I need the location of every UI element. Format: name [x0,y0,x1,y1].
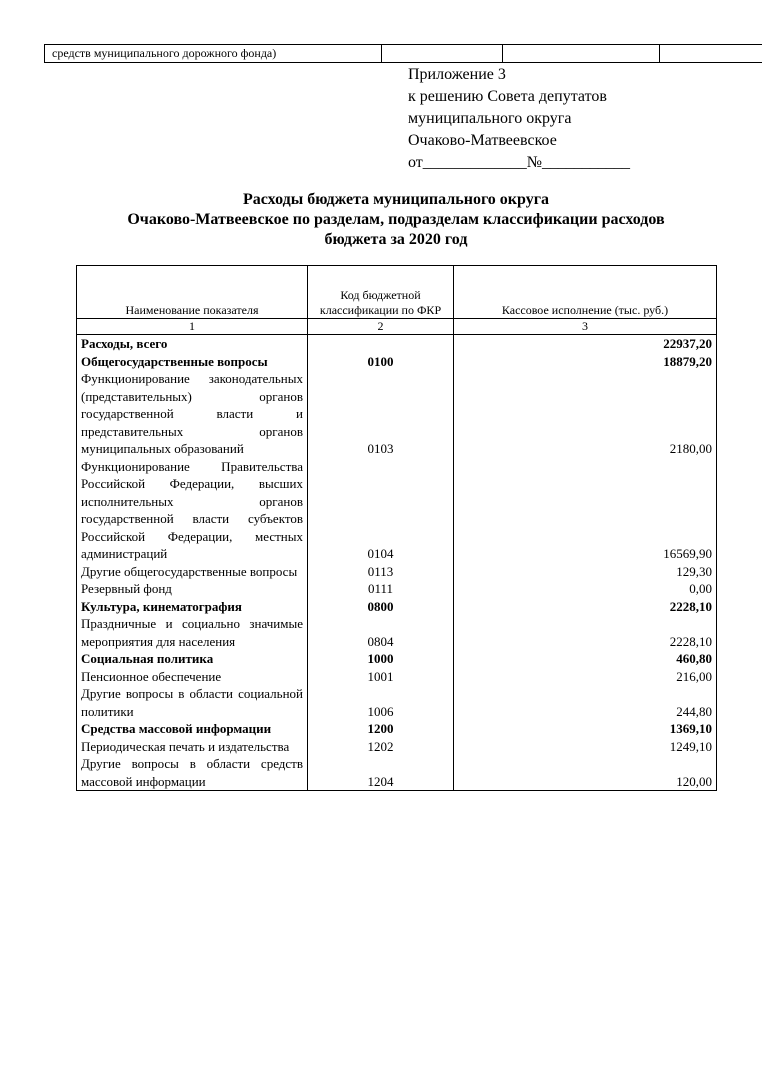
row-value: 16569,90 [454,458,717,563]
fragment-cell-divider [44,45,45,62]
row-value: 120,00 [454,755,717,791]
row-value: 460,80 [454,650,717,668]
header-number: 3 [454,319,717,335]
document-title [76,190,716,250]
appendix-line: Приложение 3 [408,66,506,83]
row-name: Праздничные и социально значимые мероприятия для населения [77,615,308,650]
row-code: 0111 [308,580,454,598]
table-row [77,598,717,616]
appendix-line: муниципального округа [408,110,572,127]
row-value: 216,00 [454,668,717,686]
table-number-row [77,319,717,335]
title-line: Очаково-Матвеевское по разделам, подразделам классификации расходов [127,211,665,228]
row-name: Общегосударственные вопросы [77,353,308,371]
table-row [77,755,717,791]
appendix-line: Очаково-Матвеевское [408,132,557,149]
appendix-block [408,64,630,174]
title-line: Расходы бюджета муниципального округа [243,191,549,208]
row-value: 1249,10 [454,738,717,756]
row-name: Резервный фонд [77,580,308,598]
row-value: 1369,10 [454,720,717,738]
table-row [77,563,717,581]
table-row [77,685,717,720]
table-header-row [77,266,717,319]
row-code: 1006 [308,685,454,720]
table-row [77,615,717,650]
header-name: Наименование показателя [77,266,308,319]
fragment-cell-divider [502,45,503,62]
row-name: Пенсионное обеспечение [77,668,308,686]
row-value: 2228,10 [454,598,717,616]
row-value: 2228,10 [454,615,717,650]
table-row [77,370,717,458]
previous-table-fragment [44,44,762,63]
fragment-text: средств муниципального дорожного фонда) [52,46,277,60]
table-row [77,353,717,371]
header-code: Код бюджетной классификации по ФКР [308,266,454,319]
row-code: 0113 [308,563,454,581]
fragment-cell-divider [381,45,382,62]
appendix-line: от_____________№___________ [408,154,631,171]
row-name: Социальная политика [77,650,308,668]
table-body [77,335,717,791]
header-value: Кассовое исполнение (тыс. руб.) [454,266,717,319]
table-row [77,720,717,738]
row-code: 0103 [308,370,454,458]
row-code: 1202 [308,738,454,756]
row-value: 129,30 [454,563,717,581]
header-number: 2 [308,319,454,335]
row-name: Расходы, всего [77,335,308,353]
row-code: 0804 [308,615,454,650]
row-value: 0,00 [454,580,717,598]
expenses-table [76,265,717,791]
table-row [77,650,717,668]
row-name: Другие вопросы в области средств массовой информации [77,755,308,791]
header-number: 1 [77,319,308,335]
row-code: 1000 [308,650,454,668]
row-code: 1001 [308,668,454,686]
table-row [77,580,717,598]
row-name: Функционирование Правительства Российской Федерации, высших исполнительных органов государственной власти субъектов Российской Федерации, местных администраций [77,458,308,563]
row-name: Средства массовой информации [77,720,308,738]
row-name: Другие вопросы в области социальной политики [77,685,308,720]
table-row [77,668,717,686]
row-code: 0800 [308,598,454,616]
row-name: Периодическая печать и издательства [77,738,308,756]
row-name: Другие общегосударственные вопросы [77,563,308,581]
row-name: Функционирование законодательных (представительных) органов государственной власти и представительных органов муниципальных образований [77,370,308,458]
row-code: 0104 [308,458,454,563]
row-code [308,335,454,353]
title-line: бюджета за 2020 год [324,231,468,248]
row-code: 0100 [308,353,454,371]
appendix-line: к решению Совета депутатов [408,88,607,105]
row-value: 18879,20 [454,353,717,371]
row-value: 22937,20 [454,335,717,353]
row-value: 2180,00 [454,370,717,458]
table-row [77,458,717,563]
table-row [77,335,717,353]
row-name: Культура, кинематография [77,598,308,616]
row-code: 1200 [308,720,454,738]
row-code: 1204 [308,755,454,791]
fragment-cell-divider [659,45,660,62]
table-row [77,738,717,756]
row-value: 244,80 [454,685,717,720]
